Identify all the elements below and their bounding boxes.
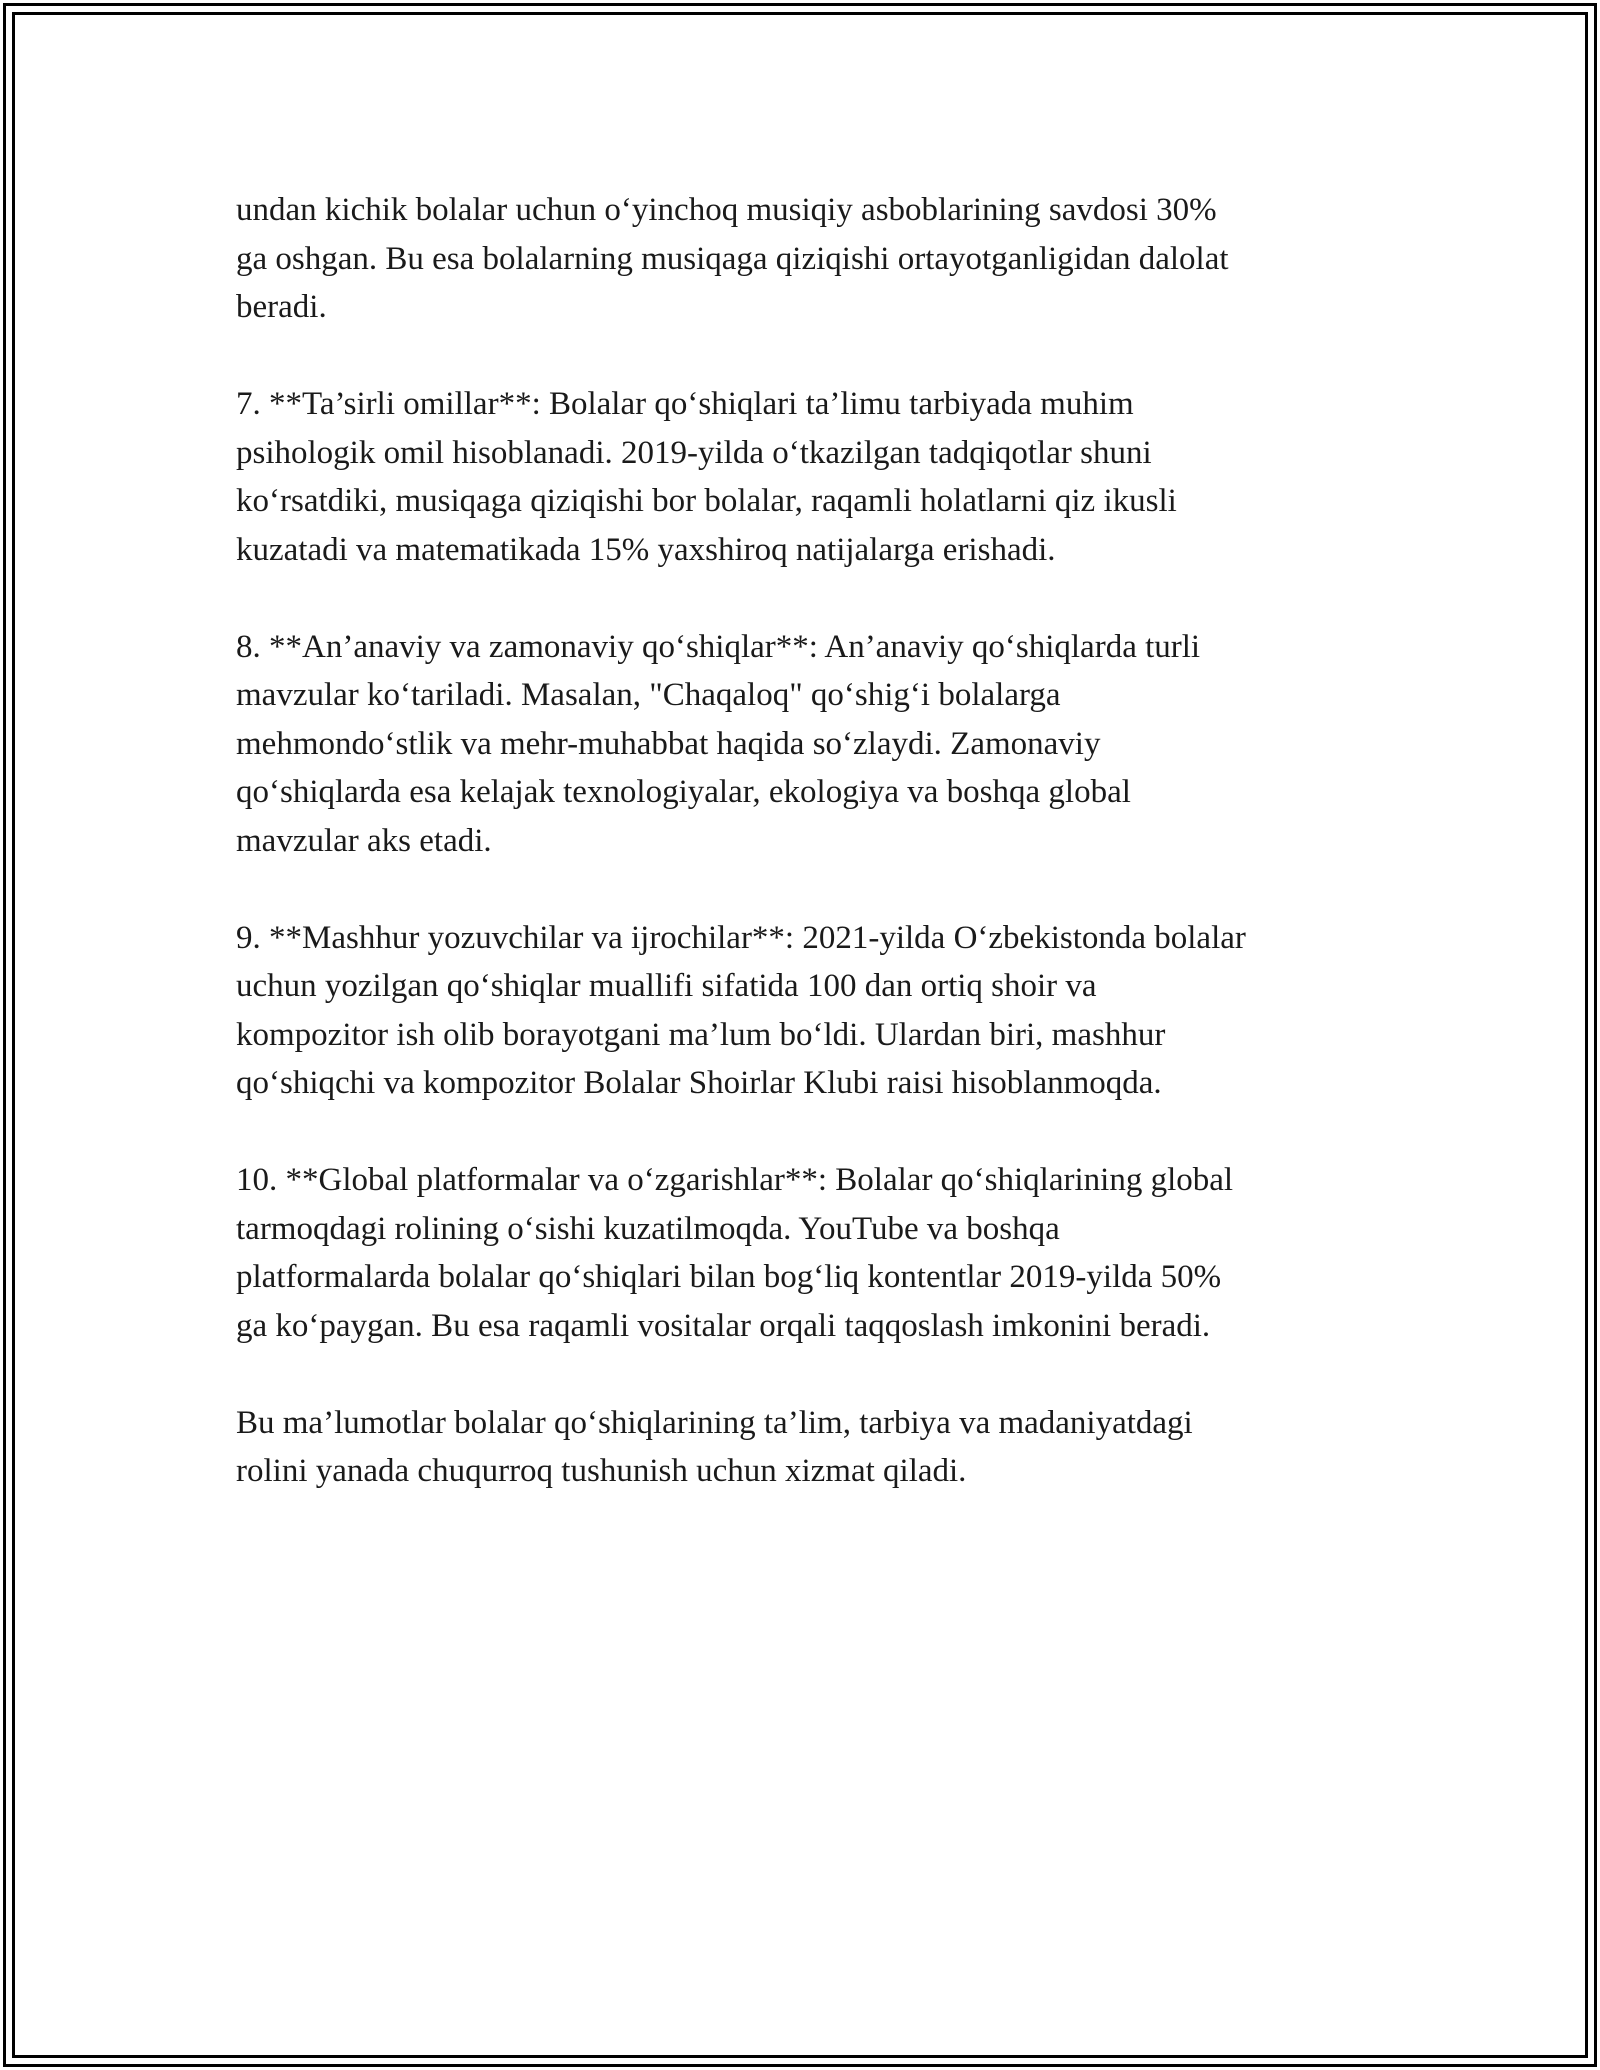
text-line: ko‘rsatdiki, musiqaga qiziqishi bor bolalar, raqamli holatlarni qiz ikusli: [236, 483, 1177, 519]
paragraph-item-10: [236, 1156, 1376, 1350]
text-line: mehmondo‘stlik va mehr-muhabbat haqida so‘zlaydi. Zamonaviy: [236, 725, 1101, 762]
text-line: 9. **Mashhur yozuvchilar va ijrochilar**: 2021-yilda O‘zbekistonda bolalar: [236, 919, 1246, 956]
text-line: 7. **Ta’sirli omillar**: Bolalar qo‘shiqlari ta’limu tarbiyada muhim: [236, 386, 1134, 422]
text-line: tarmoqdagi rolining o‘sishi kuzatilmoqda. YouTube va boshqa: [236, 1210, 1060, 1247]
text-line: psihologik omil hisoblanadi. 2019-yilda o‘tkazilgan tadqiqotlar shuni: [236, 434, 1152, 471]
text-line: qo‘shiqlarda esa kelajak texnologiyalar, ekologiya va boshqa global: [236, 774, 1131, 810]
text-line: 10. **Global platformalar va o‘zgarishlar**: Bolalar qo‘shiqlarining global: [236, 1162, 1234, 1198]
paragraph-conclusion: [236, 1399, 1376, 1496]
text-line: undan kichik bolalar uchun o‘yinchoq musiqiy asboblarining savdosi 30%: [236, 192, 1217, 228]
paragraph-item-8: [236, 623, 1376, 866]
text-line: kompozitor ish olib borayotgani ma’lum bo‘ldi. Ulardan biri, mashhur: [236, 1016, 1166, 1053]
text-line: ga oshgan. Bu esa bolalarning musiqaga qiziqishi ortayotganligidan dalolat: [236, 240, 1229, 277]
paragraph-intro-continuation: [236, 186, 1376, 332]
text-line: beradi.: [236, 289, 327, 325]
document-body: [236, 186, 1376, 1496]
text-line: platformalarda bolalar qo‘shiqlari bilan bog‘liq kontentlar 2019-yilda 50%: [236, 1259, 1222, 1295]
text-line: kuzatadi va matematikada 15% yaxshiroq natijalarga erishadi.: [236, 531, 1056, 568]
text-line: 8. **An’anaviy va zamonaviy qo‘shiqlar**: An’anaviy qo‘shiqlarda turli: [236, 628, 1201, 665]
text-line: qo‘shiqchi va kompozitor Bolalar Shoirlar Klubi raisi hisoblanmoqda.: [236, 1065, 1162, 1101]
text-line: rolini yanada chuqurroq tushunish uchun xizmat qiladi.: [236, 1453, 967, 1489]
paragraph-item-9: [236, 914, 1376, 1108]
text-line: mavzular aks etadi.: [236, 822, 492, 859]
text-line: mavzular ko‘tariladi. Masalan, "Chaqaloq" qo‘shig‘i bolalarga: [236, 677, 1061, 713]
text-line: ga ko‘paygan. Bu esa raqamli vositalar orqali taqqoslash imkonini beradi.: [236, 1307, 1211, 1344]
text-line: uchun yozilgan qo‘shiqlar muallifi sifatida 100 dan ortiq shoir va: [236, 968, 1097, 1004]
paragraph-item-7: [236, 380, 1376, 574]
text-line: Bu ma’lumotlar bolalar qo‘shiqlarining ta’lim, tarbiya va madaniyatdagi: [236, 1404, 1193, 1441]
